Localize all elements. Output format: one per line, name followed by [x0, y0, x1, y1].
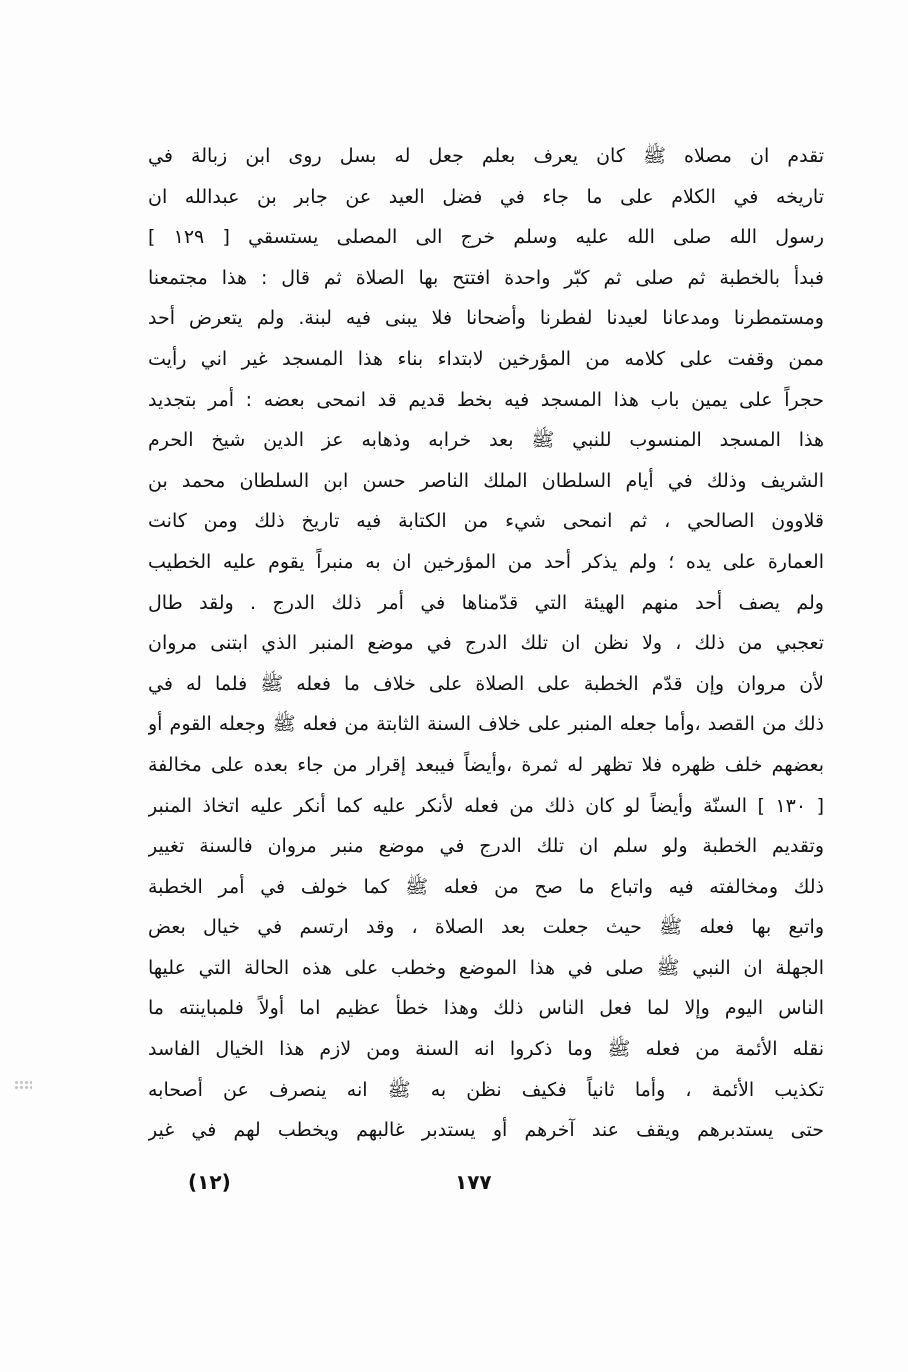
- text-line: لأن مروان وإن قدّم الخطبة على الصلاة على خلاف ما فعله ﷺ فلما له في: [148, 672, 824, 695]
- text-line: نقله الأئمة من فعله ﷺ وما ذكروا انه السنة ومن لازم هذا الخيال الفاسد: [148, 1038, 824, 1061]
- text-line: تعجبي من ذلك ، ولا نظن ان تلك الدرج في موضع المنبر الذي ابتنى مروان: [148, 632, 824, 655]
- text-line: الناس اليوم وإلا لما فعل الناس ذلك وهذا خطأ عظيم اما أولاً فلمباينته ما: [148, 997, 824, 1020]
- text-line: تكذيب الأئمة ، وأما ثانياً فكيف نظن به ﷺ انه ينصرف عن أصحابه: [148, 1078, 824, 1101]
- text-line: تقدم ان مصلاه ﷺ كان يعرف بعلم جعل له بسل روى ابن زبالة في: [148, 145, 824, 167]
- text-line: ممن وقفت على كلامه من المؤرخين لابتداء بناء هذا المسجد غير اني رأيت: [148, 347, 824, 370]
- text-line: ذلك ومخالفته فيه واتباع ما صح من فعله ﷺ كما خولف في أمر الخطبة: [148, 875, 824, 898]
- text-line: ومستمطرنا ومدعانا لعيدنا لفطرنا وأضحانا فلا يبنى فيه لبنة. ولم يتعرض أحد: [148, 307, 824, 330]
- text-line: واتبع بها فعله ﷺ حيث جعلت بعد الصلاة ، وقد ارتسم في خيال بعض: [148, 916, 824, 939]
- text-line: بعضهم خلف ظهره فلا تظهر له ثمرة ،وأيضاً فيبعد إقرار من جاء بعده على مخالفة: [148, 753, 824, 776]
- text-line: حجراً على يمين باب هذا المسجد فيه بخط قديم قد انمحى بعضه : أمر بتجديد: [148, 388, 824, 411]
- page-footer: [0, 1170, 908, 1210]
- text-line: ولم يصف أحد منهم الهيئة التي قدّمناها في أمر ذلك الدرج . ولقد طال: [148, 591, 824, 614]
- text-line: ذلك من القصد ،وأما جعله المنبر على خلاف السنة الثابتة من فعله ﷺ وجعله القوم أو: [148, 713, 824, 736]
- folio-mark: (١٢): [188, 1170, 231, 1194]
- text-line: رسول الله صلى الله عليه وسلم خرج الى المصلى يستسقي [ ١٢٩ ]: [148, 226, 824, 249]
- text-line: وتقديم الخطبة ولو سلم ان تلك الدرج في موضع منبر مروان فالسنة تغيير: [148, 835, 824, 858]
- text-line: حتى يستدبرهم ويقف عند آخرهم أو يستدبر غالبهم ويخطب لهم في غير: [148, 1119, 824, 1142]
- text-line: هذا المسجد المنسوب للنبي ﷺ بعد خرابه وذهابه عز الدين شيخ الحرم: [148, 429, 824, 452]
- text-line: فبدأ بالخطبة ثم صلى ثم كبّر واحدة افتتح بها الصلاة ثم قال : هذا مجتمعنا: [148, 266, 824, 289]
- body-text: [148, 136, 824, 1151]
- text-line: قلاوون الصالحي ، ثم انمحى شيء من الكتابة فيه تاريخ ذلك ومن كانت: [148, 510, 824, 533]
- text-line: الشريف وذلك في أيام السلطان الملك الناصر حسن ابن السلطان محمد بن: [148, 469, 824, 492]
- text-line: [ ١٣٠ ] السنّة وأيضاً لو كان ذلك من فعله لأنكر عليه كما أنكر عليه اتخاذ المنبر: [148, 794, 824, 817]
- text-line: تاريخه في الكلام على ما جاء في فضل العيد عن جابر بن عبدالله ان: [148, 185, 824, 208]
- text-line: الجهلة ان النبي ﷺ صلى في هذا الموضع وخطب على هذه الحالة التي عليها: [148, 956, 824, 979]
- scan-speck: [14, 1080, 32, 1090]
- page-number: ١٧٧: [455, 1170, 492, 1194]
- text-line: العمارة على يده ؛ ولم يذكر أحد من المؤرخين ان به منبراً يقوم عليه الخطيب: [148, 550, 824, 573]
